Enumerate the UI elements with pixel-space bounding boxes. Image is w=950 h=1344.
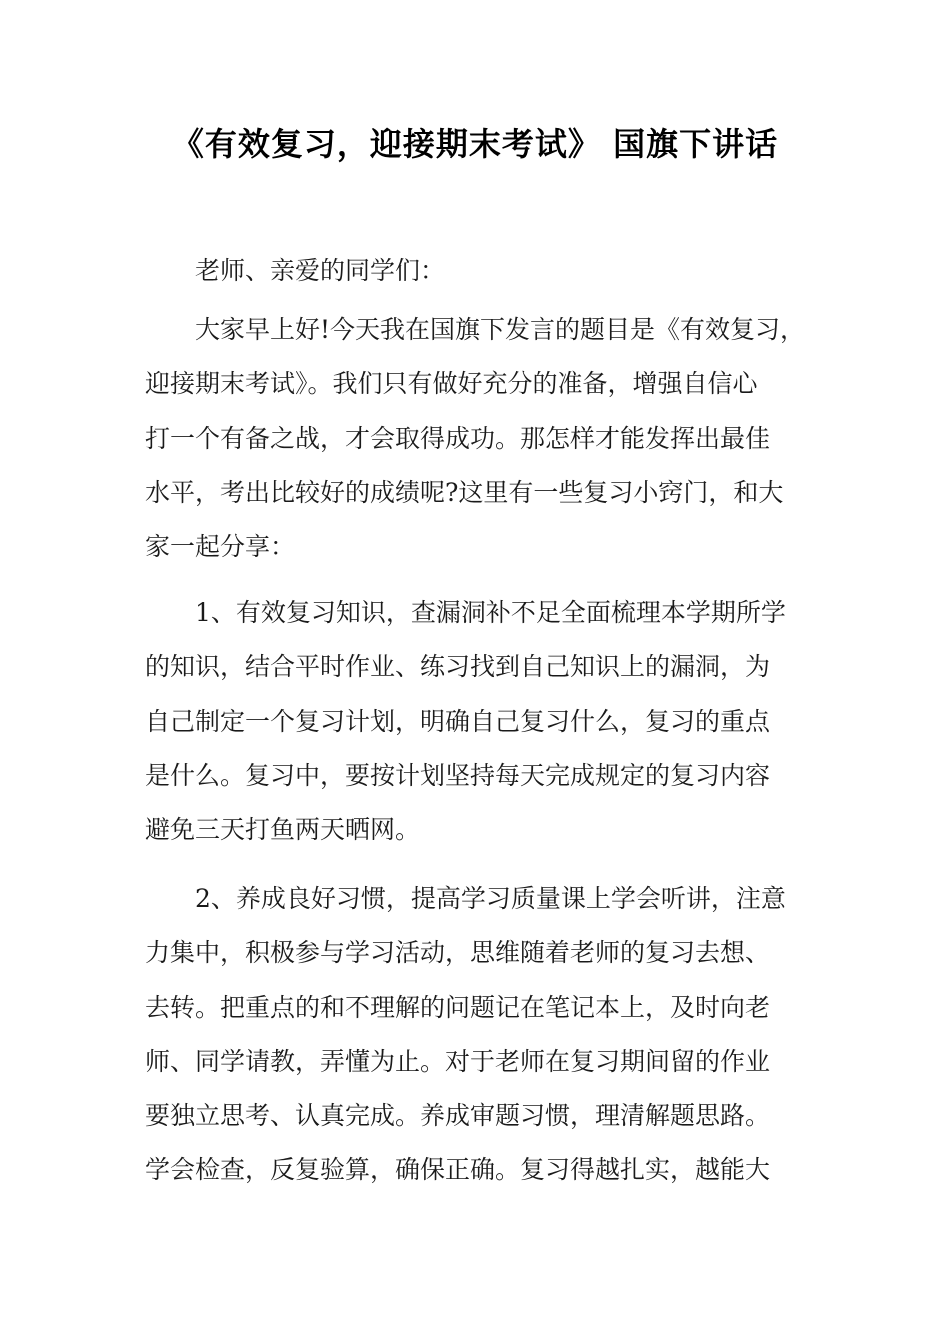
- text-line: 的知识，结合平时作业、练习找到自己知识上的漏洞，为: [145, 652, 771, 682]
- document-title: 《有效复习，迎接期末考试》 国旗下讲话: [171, 125, 779, 163]
- text-line: 是什么。复习中，要按计划坚持每天完成规定的复习内容: [145, 760, 771, 790]
- text-line: 要独立思考、认真完成。养成审题习惯，理清解题思路。: [145, 1101, 771, 1131]
- paragraph-intro: [145, 303, 815, 574]
- paragraph-point-2: [145, 872, 815, 1198]
- text-line: 迎接期末考试》。我们只有做好充分的准备，增强自信心: [145, 369, 758, 399]
- text-line: 1、有效复习知识，查漏洞补不足全面梳理本学期所学: [195, 598, 786, 627]
- text-line: 大家早上好!今天我在国旗下发言的题目是《有效复习，: [195, 315, 806, 344]
- text-line: 2、养成良好习惯，提高学习质量课上学会听讲，注意: [195, 884, 786, 913]
- body-text: [145, 244, 815, 298]
- text-line: 力集中，积极参与学习活动，思维随着老师的复习去想、: [145, 938, 771, 968]
- paragraph-point-1: [145, 586, 815, 857]
- text-line: 学会检查，反复验算，确保正确。复习得越扎实，越能大: [145, 1155, 771, 1185]
- text-line: 打一个有备之战，才会取得成功。那怎样才能发挥出最佳: [145, 423, 771, 453]
- text-line: 避免三天打鱼两天晒网。: [145, 815, 421, 845]
- salutation-line: 老师、亲爱的同学们：: [195, 256, 446, 285]
- text-line: 自己制定一个复习计划，明确自己复习什么，复习的重点: [145, 706, 771, 736]
- text-line: 师、同学请教，弄懂为止。对于老师在复习期间留的作业: [145, 1046, 771, 1076]
- text-line: 水平，考出比较好的成绩呢?这里有一些复习小窍门，和大: [145, 477, 784, 507]
- text-line: 去转。把重点的和不理解的问题记在笔记本上，及时向老: [145, 992, 771, 1022]
- text-line: 家一起分享：: [145, 532, 296, 562]
